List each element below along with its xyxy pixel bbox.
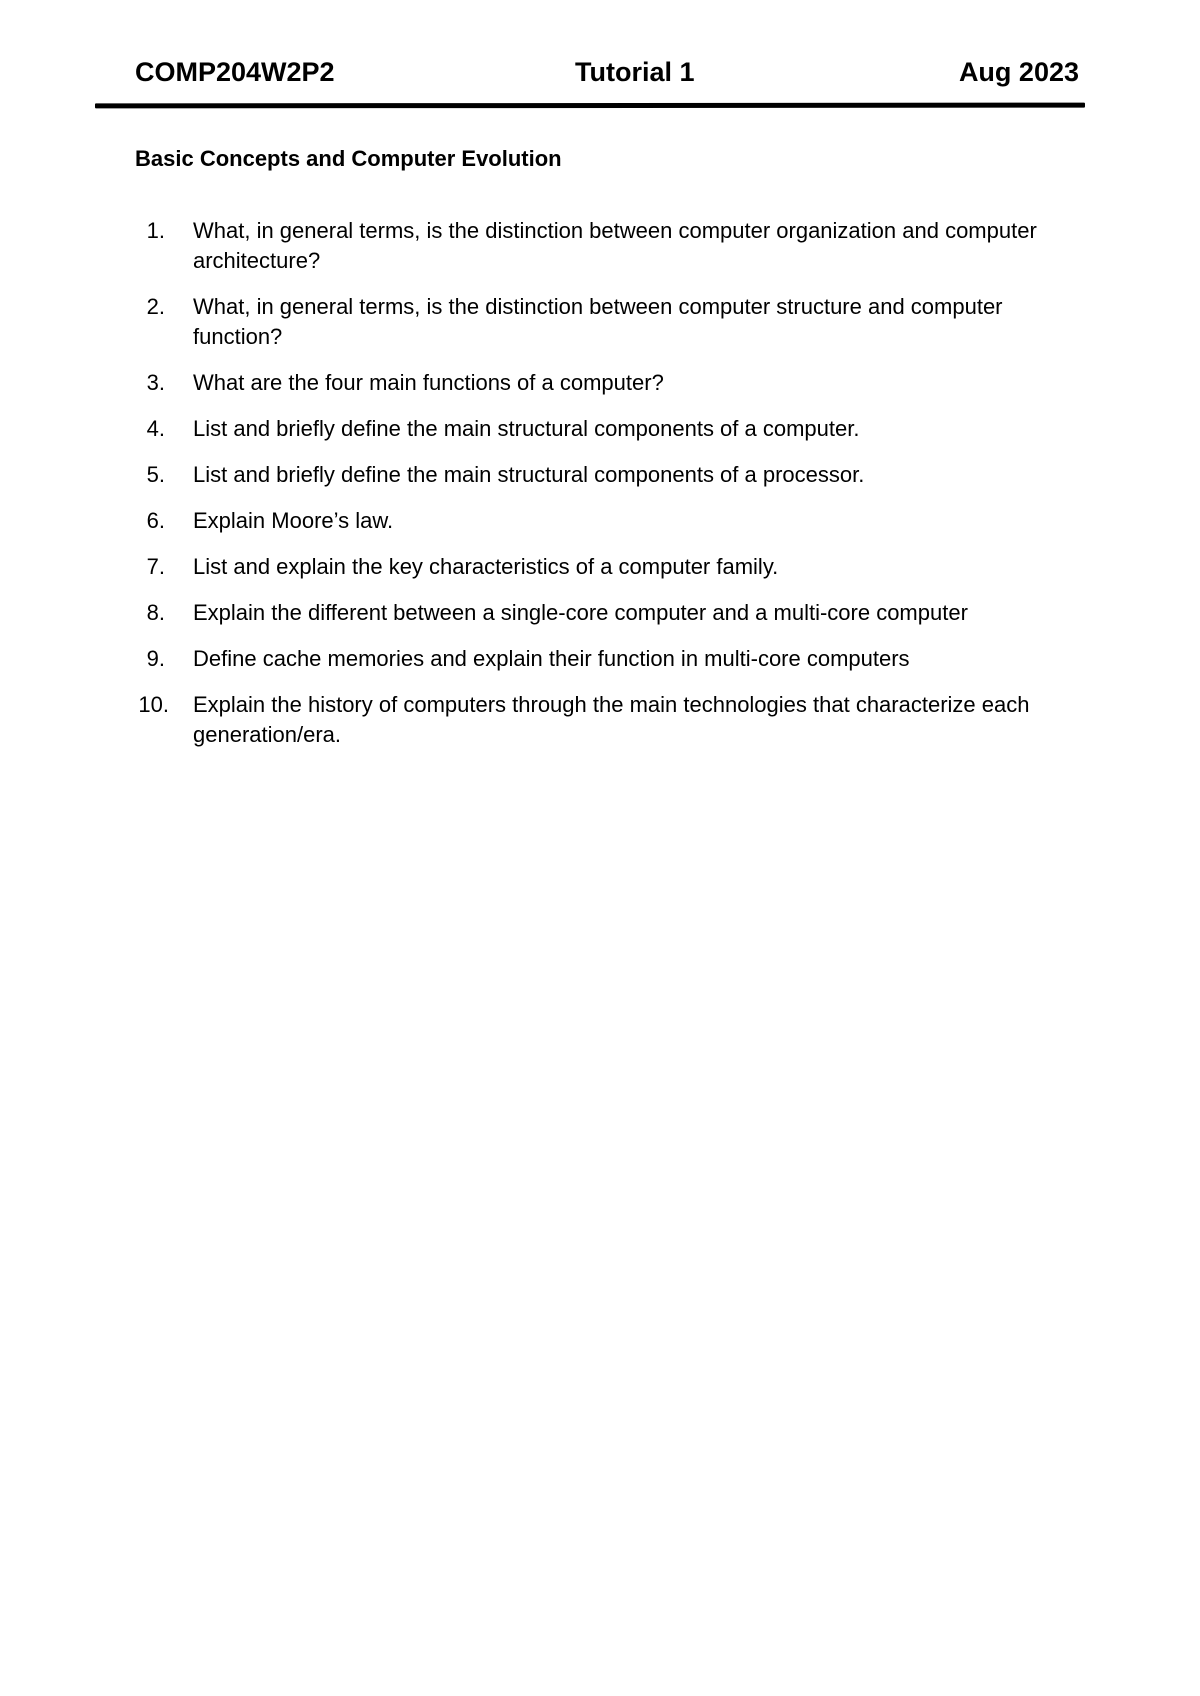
document-title: Tutorial 1 xyxy=(575,57,695,87)
question-text: List and briefly define the main structural components of a processor. xyxy=(193,462,865,487)
question-number: 5. xyxy=(146,462,165,487)
question-item xyxy=(135,368,1095,398)
question-number: 3. xyxy=(146,370,165,395)
question-text: Explain the history of computers through the main technologies that characterize each generation/era. xyxy=(193,692,1030,747)
question-text: What are the four main functions of a computer? xyxy=(193,370,664,395)
page-header xyxy=(135,52,1079,92)
question-text: Explain the different between a single-core computer and a multi-core computer xyxy=(193,600,968,625)
question-text: Explain Moore’s law. xyxy=(193,508,394,533)
question-item xyxy=(135,460,1095,490)
question-text: What, in general terms, is the distinction between computer organization and computer architecture? xyxy=(193,218,1037,273)
question-number: 6. xyxy=(146,508,165,533)
section-title: Basic Concepts and Computer Evolution xyxy=(135,146,562,171)
question-item xyxy=(135,552,1095,582)
question-item xyxy=(135,414,1095,444)
question-number: 4. xyxy=(146,416,165,441)
question-text: Define cache memories and explain their function in multi-core computers xyxy=(193,646,910,671)
question-text: List and briefly define the main structural components of a computer. xyxy=(193,416,860,441)
question-number: 7. xyxy=(146,554,165,579)
document-date: Aug 2023 xyxy=(958,57,1079,87)
header-divider xyxy=(95,103,1085,109)
question-number: 2. xyxy=(146,294,165,319)
question-item xyxy=(135,292,1095,352)
question-item xyxy=(135,506,1095,536)
question-text: What, in general terms, is the distinction between computer structure and computer function? xyxy=(193,294,1003,349)
question-number: 1. xyxy=(146,218,165,243)
question-text: List and explain the key characteristics of a computer family. xyxy=(193,554,779,579)
question-item xyxy=(135,216,1095,276)
question-list xyxy=(135,216,1095,766)
question-item xyxy=(135,690,1095,750)
question-number: 8. xyxy=(146,600,165,625)
question-item xyxy=(135,644,1095,674)
question-number: 10. xyxy=(138,692,169,717)
question-number: 9. xyxy=(146,646,165,671)
course-code: COMP204W2P2 xyxy=(135,57,335,87)
question-item xyxy=(135,598,1095,628)
